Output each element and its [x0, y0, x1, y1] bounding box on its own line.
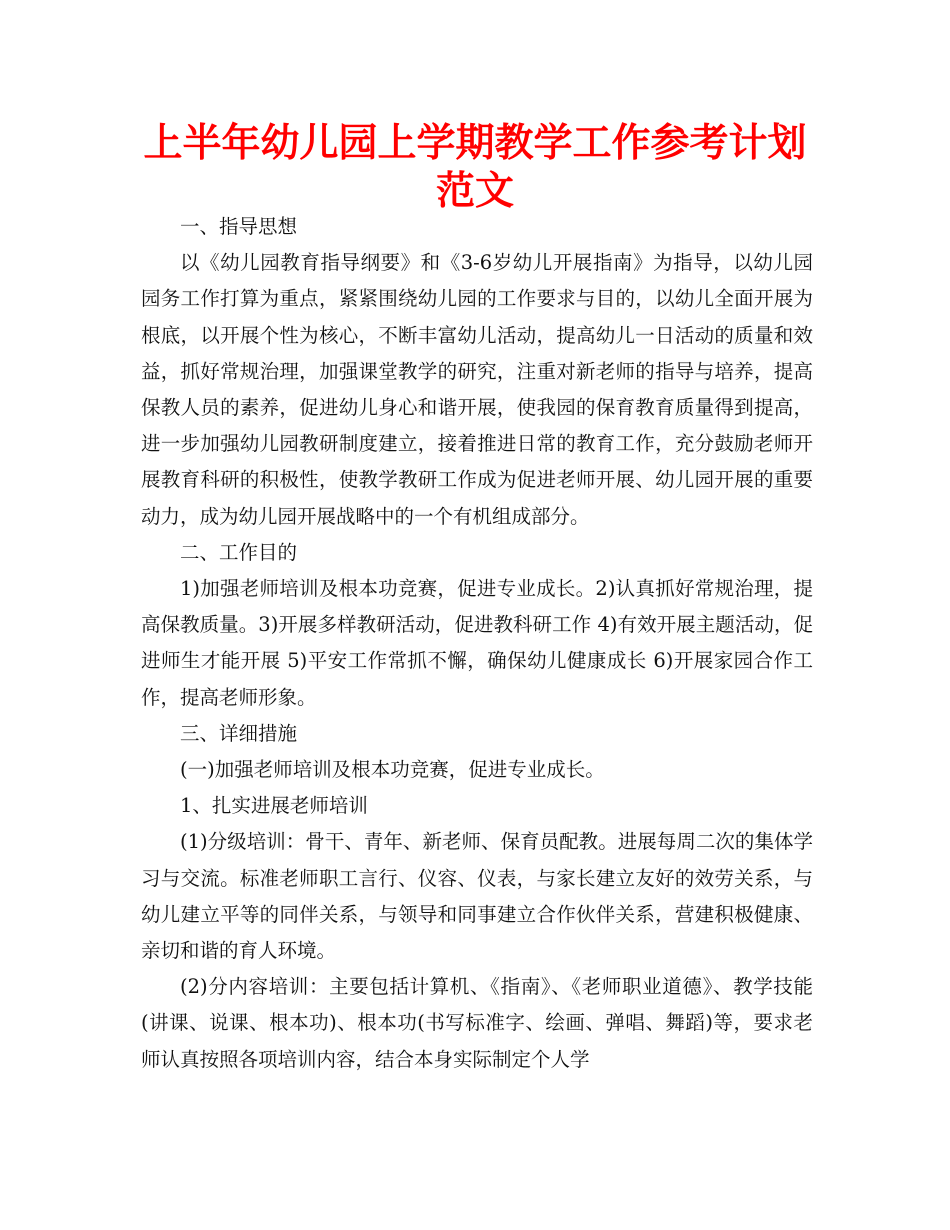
- section-heading-measures: 三、详细措施: [180, 721, 298, 745]
- document-body: [141, 209, 813, 1078]
- paragraph-content-training: (2)分内容培训：主要包括计算机、《指南》、《老师职业道德》、教学技能(讲课、说课、根本功)、根本功(书写标准字、绘画、弹唱、舞蹈)等，要求老师认真按照各项培训内容，结合本身实际制定个人学: [141, 975, 813, 1071]
- section-heading-work-goals: 二、工作目的: [180, 540, 298, 564]
- paragraph-tiered-training: (1)分级培训：骨干、青年、新老师、保育员配教。进展每周二次的集体学习与交流。标准老师职工言行、仪容、仪表，与家长建立友好的效劳关系，与幼儿建立平等的同伴关系，与领导和同事建立合作伙伴关系，营建积极健康、亲切和谐的育人环境。: [141, 830, 813, 963]
- section-heading-guiding-ideology: 一、指导思想: [180, 215, 298, 238]
- subheading-training-item-1: 1、扎实进展老师培训: [180, 794, 368, 818]
- document-title: 上半年幼儿园上学期教学工作参考计划范文: [143, 121, 807, 214]
- paragraph-guiding-ideology: 以《幼儿园教育指导纲要》和《3-6岁幼儿开展指南》为指导，以幼儿园园务工作打算为重点，紧紧围绕幼儿园的工作要求与目的，以幼儿全面开展为根底，以开展个性为核心，不断丰富幼儿活动，提高幼儿一日活动的质量和效益，抓好常规治理，加强课堂教学的研究，注重对新老师的指导与培养，提高保教人员的素养，促进幼儿身心和谐开展，使我园的保育教育质量得到提高，进一步加强幼儿园教研制度建立，接着推进日常的教育工作，充分鼓励老师开展教育科研的积极性，使教学教研工作成为促进老师开展、幼儿园开展的重要动力，成为幼儿园开展战略中的一个有机组成部分。: [141, 251, 813, 528]
- paragraph-work-goals: 1)加强老师培训及根本功竞赛，促进专业成长。2)认真抓好常规治理，提高保教质量。3)开展多样教研活动，促进教科研工作 4)有效开展主题活动，促进师生才能开展 5)平安工作常抓不懈，确保幼儿健康成长 6)开展家园合作工作，提高老师形象。: [141, 577, 813, 709]
- subheading-teacher-training: (一)加强老师培训及根本功竞赛，促进专业成长。: [180, 758, 605, 782]
